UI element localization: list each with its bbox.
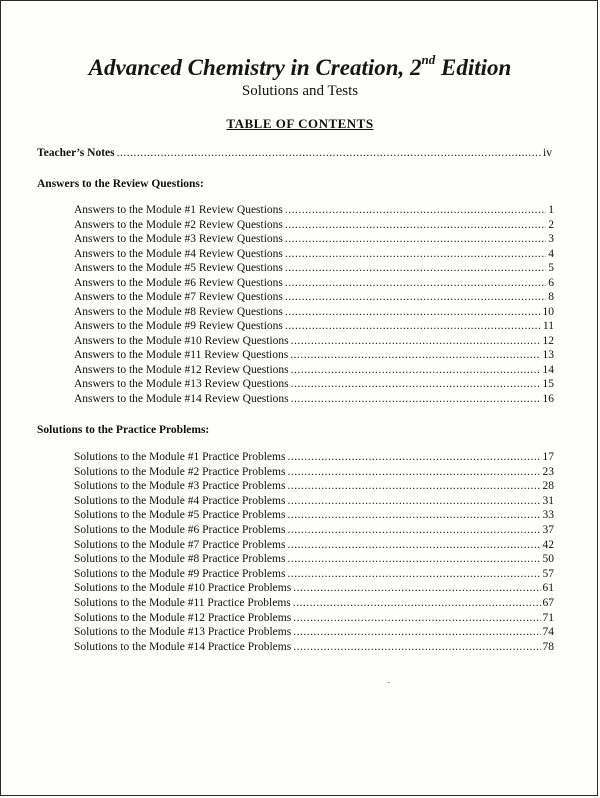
toc-entry [74,465,554,479]
toc-entry-label: Answers to the Module #3 Review Questions [74,233,283,245]
toc-entry-label: Solutions to the Module #2 Practice Problems [74,465,286,478]
toc-entry-label: Solutions to the Module #5 Practice Problems [74,509,286,522]
toc-entry-page: 6 [548,276,554,289]
toc-entry [74,276,554,290]
title-main-text: Advanced Chemistry in Creation, 2 [88,55,422,80]
toc-entry-page: 74 [542,626,554,639]
dot-leader [285,203,546,217]
practice-section-heading: Solutions to the Practice Problems: [37,424,210,436]
toc-entry [74,479,554,493]
document-subtitle: Solutions and Tests [241,83,359,99]
toc-entry [74,596,554,610]
dot-leader [285,247,546,261]
dot-leader [285,290,546,304]
review-section-heading: Answers to the Review Questions: [37,178,204,190]
toc-entry [74,203,554,217]
toc-entry [74,508,554,522]
toc-entry [74,552,554,566]
dot-leader [293,611,540,625]
toc-entry-label: Solutions to the Module #8 Practice Problems [74,553,286,566]
dot-leader [291,334,541,348]
dot-leader [293,596,541,610]
toc-entry [74,334,554,348]
toc-entry-label: Answers to the Module #1 Review Questions [74,204,283,216]
dot-leader [285,232,546,246]
dot-leader [290,348,540,362]
toc-entry [74,581,554,595]
dot-leader [287,567,540,581]
toc-entry-page: 28 [542,480,554,493]
dot-leader [287,508,540,522]
toc-entry [74,363,554,377]
document-title [0,54,600,82]
dot-leader [287,450,540,464]
toc-entry [74,377,554,391]
dot-leader [293,640,540,654]
toc-entry-page: 2 [548,218,554,231]
toc-entry [74,538,554,552]
toc-entry-page: 3 [548,233,554,245]
dot-leader [285,261,546,275]
dot-leader [285,218,546,232]
toc-entry-page: 33 [542,509,554,522]
toc-entry-label: Answers to the Module #6 Review Questions [74,276,283,289]
toc-entry-page: 42 [542,538,554,551]
dot-leader [287,538,540,552]
dot-leader [287,494,540,508]
toc-entry-page: 15 [542,378,554,390]
toc-entry-page: 61 [542,582,554,595]
toc-entry-label: Answers to the Module #11 Review Questions [74,349,289,361]
title-superscript: nd [421,52,436,68]
toc-entry [74,640,554,654]
dot-leader [293,581,540,595]
dot-leader [287,465,540,479]
dot-leader [291,363,541,377]
stray-mark [388,682,390,683]
toc-entry [74,625,554,639]
toc-entry-page: 8 [548,291,554,303]
dot-leader [287,552,540,566]
toc-entry-label: Solutions to the Module #1 Practice Problems [74,451,286,463]
toc-entry-label: Solutions to the Module #12 Practice Problems [74,611,292,624]
toc-entry-page: 16 [542,392,554,405]
dot-leader [117,146,541,160]
toc-entry-label: Answers to the Module #5 Review Questions [74,262,283,274]
toc-entry-page: 10 [542,305,554,318]
dot-leader [293,625,540,639]
dot-leader [285,305,541,319]
toc-entry-label: Answers to the Module #2 Review Questions [74,218,283,231]
toc-entry-page: 13 [542,349,554,361]
toc-entry [74,218,554,232]
toc-entry-page: iv [543,147,552,159]
toc-entry [74,348,554,362]
toc-entry [74,247,554,261]
toc-entry-label: Answers to the Module #12 Review Questions [74,363,289,376]
toc-entry [74,232,554,246]
toc-entry-label: Solutions to the Module #7 Practice Problems [74,538,286,551]
toc-entry-page: 14 [542,363,554,376]
toc-entry-page: 12 [542,334,554,347]
toc-entry [74,611,554,625]
toc-entry-label: Solutions to the Module #14 Practice Problems [74,640,292,653]
toc-entry [74,305,554,319]
toc-entry-label: Answers to the Module #8 Review Questions [74,305,283,318]
toc-entry-page: 57 [542,567,554,580]
toc-entry-label: Answers to the Module #7 Review Questions [74,291,283,303]
toc-entry-label: Answers to the Module #13 Review Questions [74,378,289,390]
toc-entry [74,290,554,304]
toc-entry-page: 71 [542,611,554,624]
toc-entry-label: Solutions to the Module #10 Practice Problems [74,582,292,595]
toc-entry-page: 5 [548,262,554,274]
toc-entry [74,494,554,508]
toc-entry-label: Answers to the Module #9 Review Questions [74,320,283,332]
toc-entry-label: Teacher’s Notes [37,147,115,159]
toc-heading: TABLE OF CONTENTS [226,116,374,131]
toc-entry-page: 17 [542,451,554,463]
toc-entry [74,450,554,464]
toc-entry-page: 23 [542,465,554,478]
toc-entry-page: 4 [548,247,554,260]
toc-entry-label: Answers to the Module #4 Review Questions [74,247,283,260]
toc-entry-label: Solutions to the Module #9 Practice Problems [74,567,286,580]
toc-entry-label: Answers to the Module #10 Review Questions [74,334,289,347]
title-end-text: Edition [435,55,512,80]
toc-entry-page: 78 [542,640,554,653]
toc-entry [74,523,554,537]
dot-leader [287,523,540,537]
toc-entry-label: Answers to the Module #14 Review Questions [74,392,289,405]
dot-leader [285,319,541,333]
toc-entry [74,392,554,406]
toc-entry-page: 67 [542,597,554,609]
toc-entry-label: Solutions to the Module #13 Practice Problems [74,626,292,639]
toc-entry-page: 1 [548,204,554,216]
toc-entry-page: 50 [542,553,554,566]
toc-entry-teachers-notes [37,146,552,160]
toc-entry-label: Solutions to the Module #4 Practice Problems [74,494,286,507]
toc-entry-label: Solutions to the Module #3 Practice Problems [74,480,286,493]
toc-entry-page: 11 [542,320,554,332]
toc-entry-page: 37 [542,524,554,536]
toc-entry [74,319,554,333]
toc-entry-label: Solutions to the Module #11 Practice Problems [74,597,291,609]
dot-leader [291,377,541,391]
toc-entry [74,567,554,581]
toc-entry-page: 31 [542,494,554,507]
dot-leader [287,479,540,493]
dot-leader [285,276,546,290]
dot-leader [291,392,541,406]
toc-entry [74,261,554,275]
toc-entry-label: Solutions to the Module #6 Practice Problems [74,524,286,536]
